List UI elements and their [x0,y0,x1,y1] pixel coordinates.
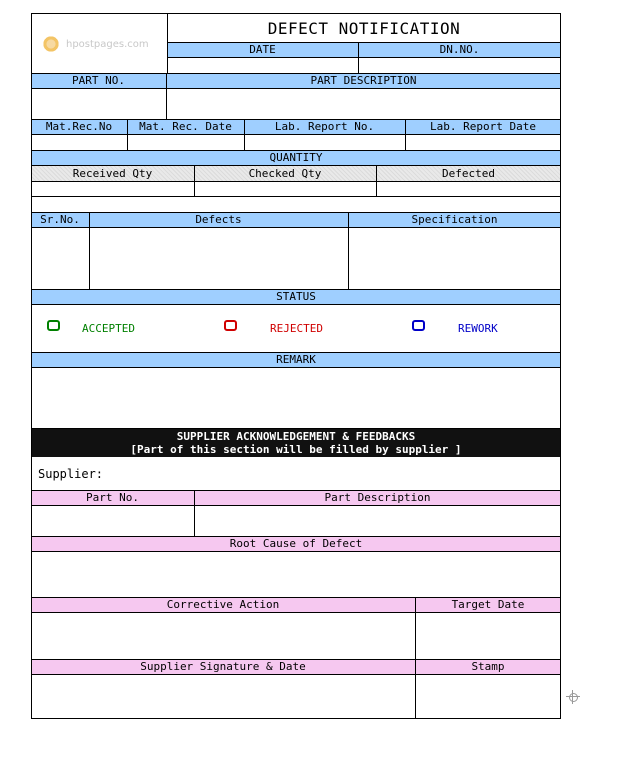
sr-no-label: Sr.No. [40,213,80,226]
target-date-label: Target Date [451,598,525,611]
part-no-label: PART NO. [72,74,125,87]
signature-field[interactable] [31,674,415,719]
supplier-field[interactable] [110,460,558,488]
defected-qty-label: Defected [442,166,495,180]
lab-report-date-label: Lab. Report Date [430,120,536,133]
supplier-section-title: SUPPLIER ACKNOWLEDGEMENT & FEEDBACKS [176,429,416,443]
checked-qty-field[interactable] [194,181,376,196]
sr-no-field[interactable] [31,227,89,289]
rejected-label: REJECTED [270,322,323,335]
lab-report-date-field[interactable] [405,134,561,150]
status-title: STATUS [276,290,316,303]
crosshair-icon [566,690,580,704]
supplier-part-no-label: Part No. [86,491,139,504]
mat-rec-date-label: Mat. Rec. Date [139,120,232,133]
remark-title: REMARK [276,353,316,366]
form-title: DEFECT NOTIFICATION [267,18,461,38]
dn-no-field[interactable] [358,57,561,73]
accepted-label: ACCEPTED [82,322,135,335]
root-cause-label: Root Cause of Defect [229,537,363,550]
part-description-label: PART DESCRIPTION [310,74,417,87]
logo-text: hpostpages.com [66,38,149,50]
signature-label: Supplier Signature & Date [140,660,306,673]
date-field[interactable] [167,57,358,73]
lab-report-no-label: Lab. Report No. [274,120,375,133]
defects-field[interactable] [89,227,348,289]
supplier-part-description-field[interactable] [194,505,561,536]
part-no-field[interactable] [31,88,166,119]
remark-field[interactable] [31,367,561,428]
mat-rec-date-field[interactable] [127,134,244,150]
defects-label: Defects [195,213,242,226]
specification-label: Specification [411,213,498,226]
company-logo [36,28,162,60]
stamp-field[interactable] [415,674,561,719]
rejected-checkbox[interactable] [224,320,237,331]
received-qty-field[interactable] [31,181,194,196]
quantity-title: QUANTITY [269,151,323,164]
mat-rec-no-label: Mat.Rec.No [45,120,113,133]
target-date-field[interactable] [415,612,561,659]
accepted-checkbox[interactable] [47,320,60,331]
received-qty-label: Received Qty [72,166,153,180]
stamp-label: Stamp [471,660,505,673]
defected-qty-field[interactable] [376,181,561,196]
specification-field[interactable] [348,227,561,289]
corrective-action-field[interactable] [31,612,415,659]
supplier-part-description-label: Part Description [324,491,431,504]
date-label: DATE [249,43,276,56]
corrective-action-label: Corrective Action [166,598,280,611]
rework-checkbox[interactable] [412,320,425,331]
logo-icon [42,35,60,53]
root-cause-field[interactable] [31,551,561,597]
part-description-field[interactable] [166,88,561,119]
dn-no-label: DN.NO. [439,43,480,56]
mat-rec-no-field[interactable] [31,134,127,150]
supplier-label: Supplier: [38,467,104,481]
supplier-section-subtitle: [Part of this section will be filled by supplier ] [130,442,462,456]
supplier-part-no-field[interactable] [31,505,194,536]
rework-label: REWORK [458,322,498,335]
lab-report-no-field[interactable] [244,134,405,150]
checked-qty-label: Checked Qty [248,166,322,180]
